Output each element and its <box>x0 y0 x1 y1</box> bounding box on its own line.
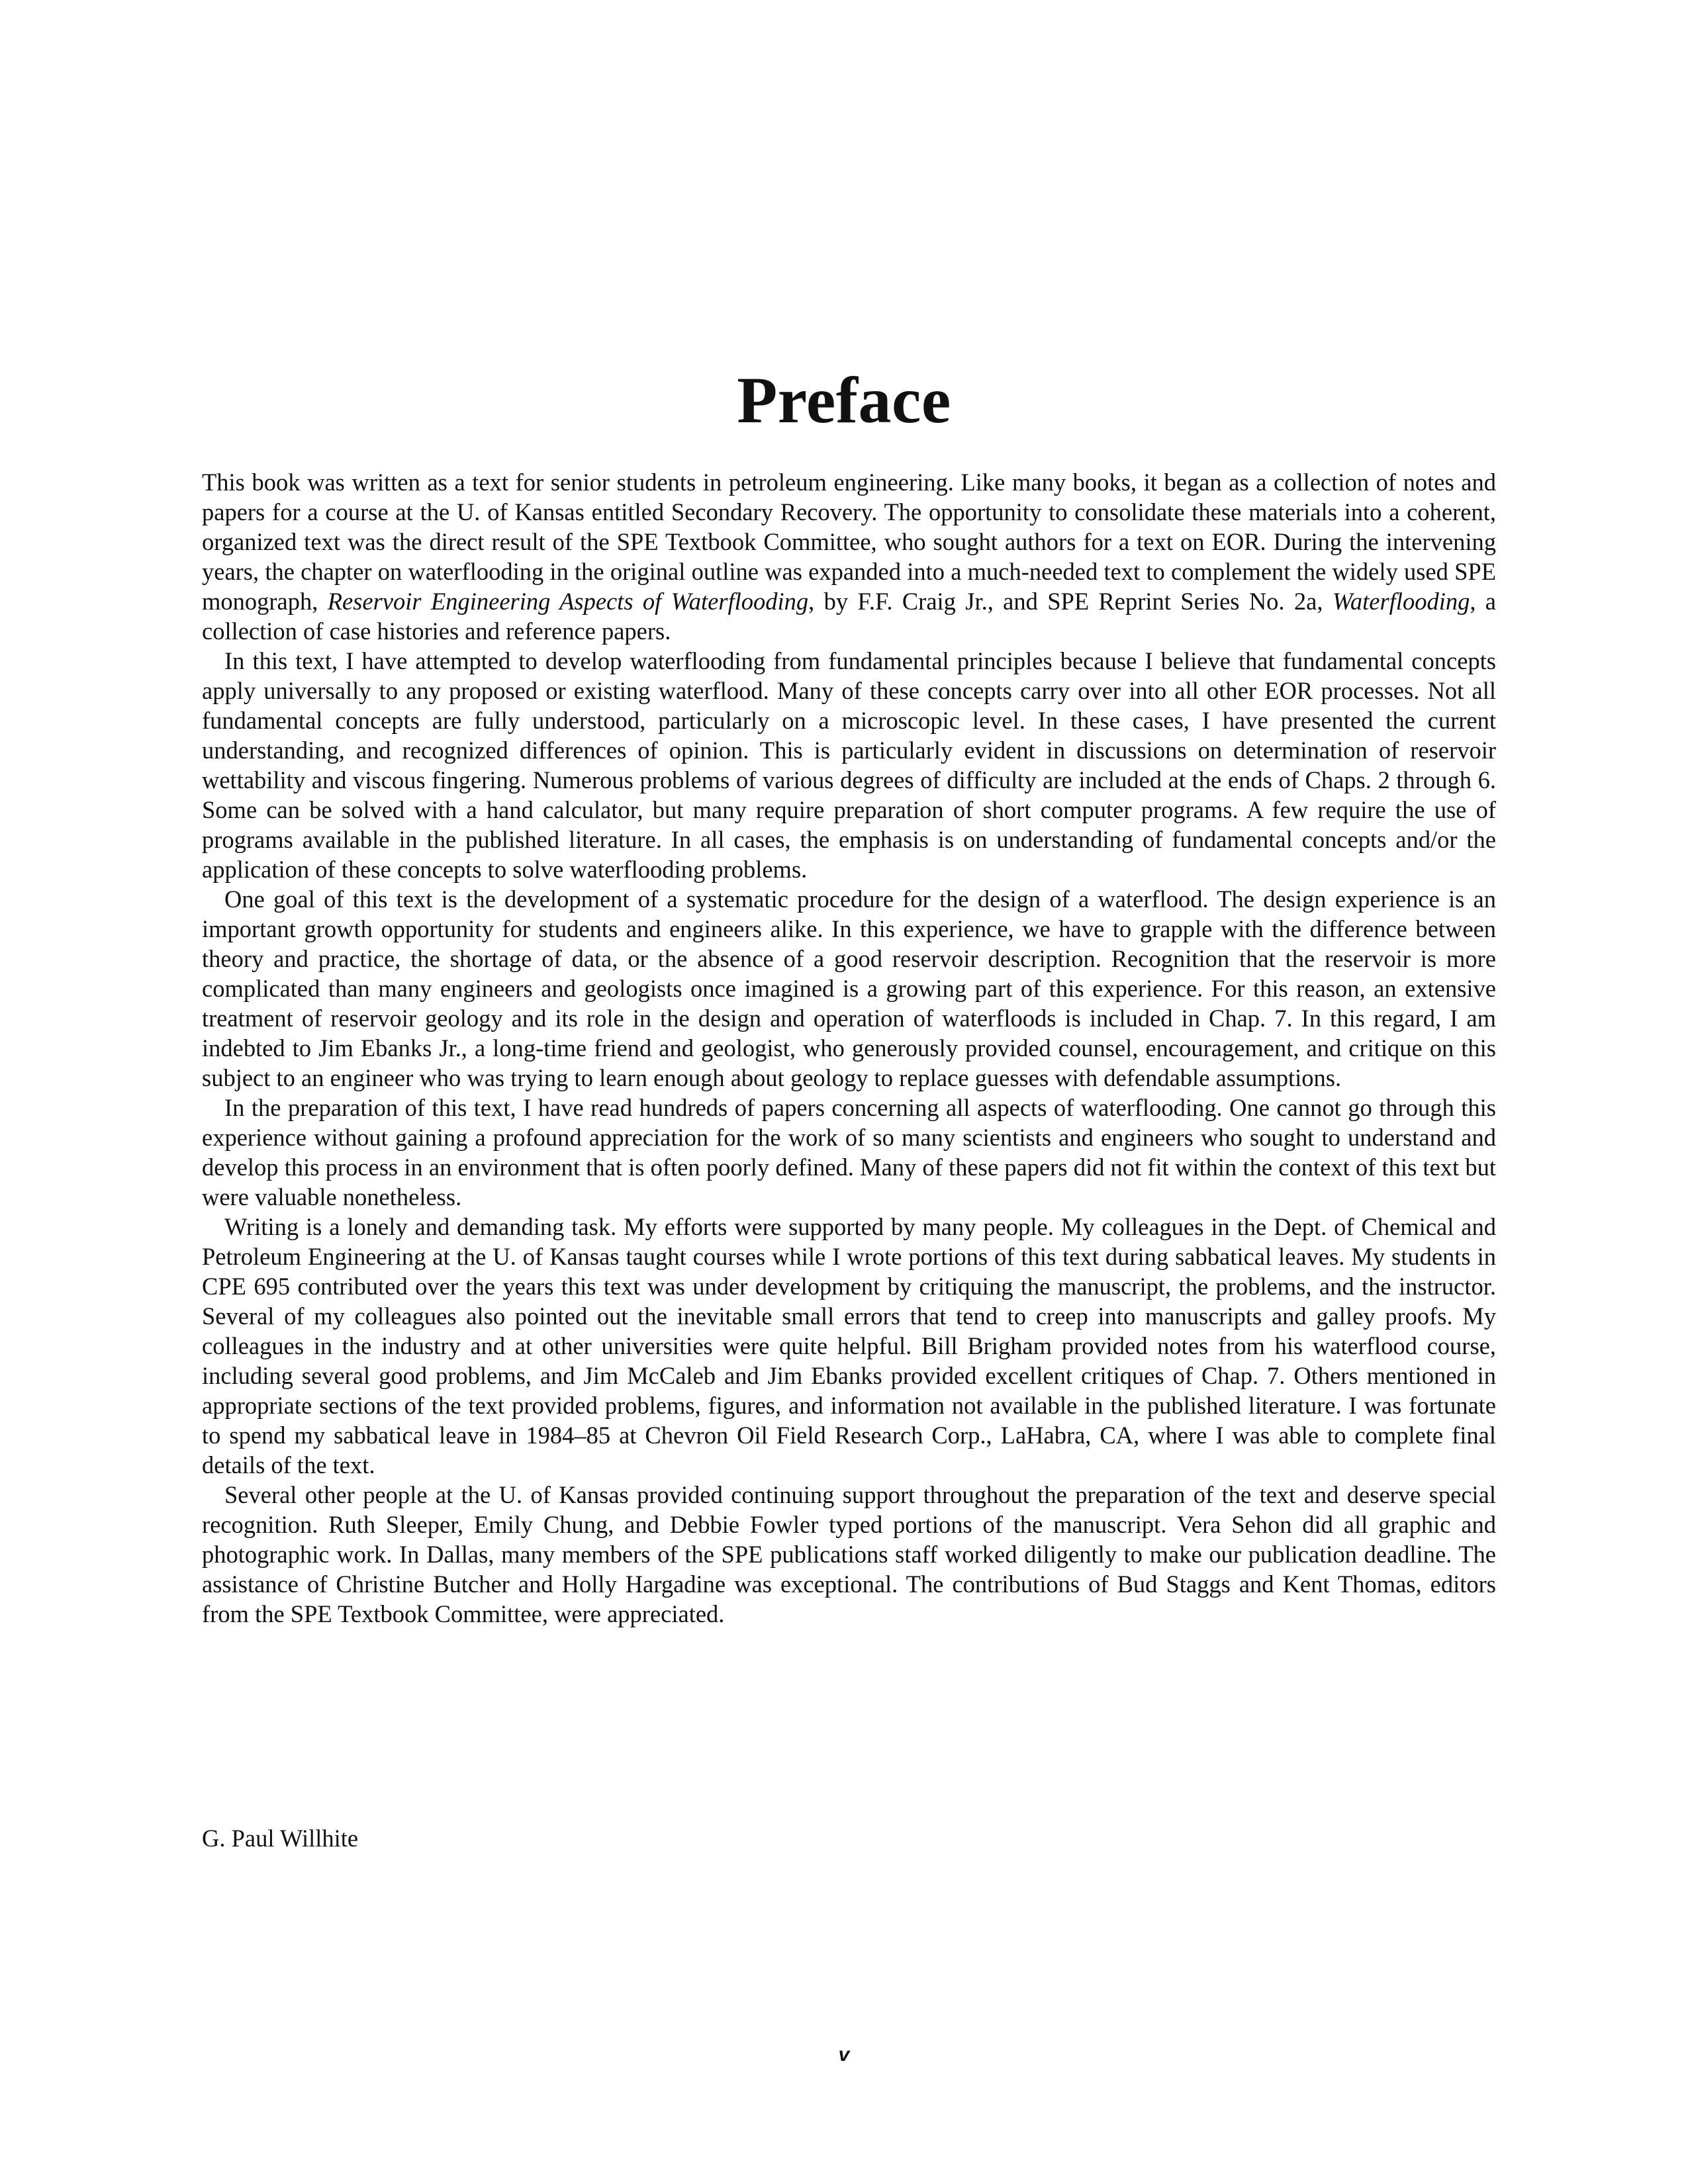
paragraph-1-text-b: , by F.F. Craig Jr., and SPE Reprint Series No. 2a, <box>808 588 1333 615</box>
preface-body <box>202 467 1496 1629</box>
page-title: Preface <box>737 363 951 437</box>
paragraph-1-text-a: This book was written as a text for senior students in petroleum engineering. Like many books, it began as a collection of notes and papers for a course at the U. of Kansas entitled Secondary Recovery. The opportunity to consolidate these materials into a coherent, organized text was the direct result of the SPE Textbook Committee, who sought authors for a text on EOR. During the intervening years, the chapter on waterflooding in the original outline was expanded into a much-needed text to complement the widely used SPE monograph, <box>202 469 1496 615</box>
author-signature: G. Paul Willhite <box>202 1825 359 1852</box>
paragraph-1 <box>202 467 1496 646</box>
monograph-title: Reservoir Engineering Aspects of Waterflooding <box>327 588 809 615</box>
page-number: v <box>838 2044 850 2066</box>
paragraph-4: In the preparation of this text, I have read hundreds of papers concerning all aspects of waterflooding. One cannot go through this experience without gaining a profound appreciation for the work of so many scientists and engineers who sought to understand and develop this process in an environment that is often poorly defined. Many of these papers did not fit within the context of this text but were valuable nonetheless. <box>202 1094 1496 1210</box>
paragraph-1-text-c: , a collection of case histories and reference papers. <box>202 588 1497 645</box>
paragraph-5: Writing is a lonely and demanding task. My efforts were supported by many people. My colleagues in the Dept. of Chemical and Petroleum Engineering at the U. of Kansas taught courses while I wrote portions of this text during sabbatical leaves. My students in CPE 695 contributed over the years this text was under development by critiquing the manuscript, the problems, and the instructor. Several of my colleagues also pointed out the inevitable small errors that tend to creep into manuscripts and galley proofs. My colleagues in the industry and at other universities were quite helpful. Bill Brigham provided notes from his waterflood course, including several good problems, and Jim McCaleb and Jim Ebanks provided excellent critiques of Chap. 7. Others mentioned in appropriate sections of the text provided problems, figures, and information not available in the published literature. I was fortunate to spend my sabbatical leave in 1984–85 at Chevron Oil Field Research Corp., LaHabra, CA, where I was able to complete final details of the text. <box>202 1213 1496 1479</box>
paragraph-3: One goal of this text is the development of a systematic procedure for the design of a waterflood. The design experience is an important growth opportunity for students and engineers alike. In this experience, we have to grapple with the difference between theory and practice, the shortage of data, or the absence of a good reservoir description. Recognition that the reservoir is more complicated than many engineers and geologists once imagined is a growing part of this experience. For this reason, an extensive treatment of reservoir geology and its role in the design and operation of waterfloods is included in Chap. 7. In this regard, I am indebted to Jim Ebanks Jr., a long-time friend and geologist, who generously provided counsel, encouragement, and critique on this subject to an engineer who was trying to learn enough about geology to replace guesses with defendable assumptions. <box>202 886 1496 1091</box>
paragraph-6: Several other people at the U. of Kansas provided continuing support throughout the preparation of the text and deserve special recognition. Ruth Sleeper, Emily Chung, and Debbie Fowler typed portions of the manuscript. Vera Sehon did all graphic and photographic work. In Dallas, many members of the SPE publications staff worked diligently to make our publication deadline. The assistance of Christine Butcher and Holly Hargadine was exceptional. The contributions of Bud Staggs and Kent Thomas, editors from the SPE Textbook Committee, were appreciated. <box>202 1481 1496 1627</box>
paragraph-2: In this text, I have attempted to develop waterflooding from fundamental principles because I believe that fundamental concepts apply universally to any proposed or existing waterflood. Many of these concepts carry over into all other EOR processes. Not all fundamental concepts are fully understood, particularly on a microscopic level. In these cases, I have presented the current understanding, and recognized differences of opinion. This is particularly evident in discussions on determination of reservoir wettability and viscous fingering. Numerous problems of various degrees of difficulty are included at the ends of Chaps. 2 through 6. Some can be solved with a hand calculator, but many require preparation of short computer programs. A few require the use of programs available in the published literature. In all cases, the emphasis is on understanding of fundamental concepts and/or the application of these concepts to solve waterflooding problems. <box>202 647 1496 883</box>
reprint-series-title: Waterflooding <box>1332 588 1470 615</box>
